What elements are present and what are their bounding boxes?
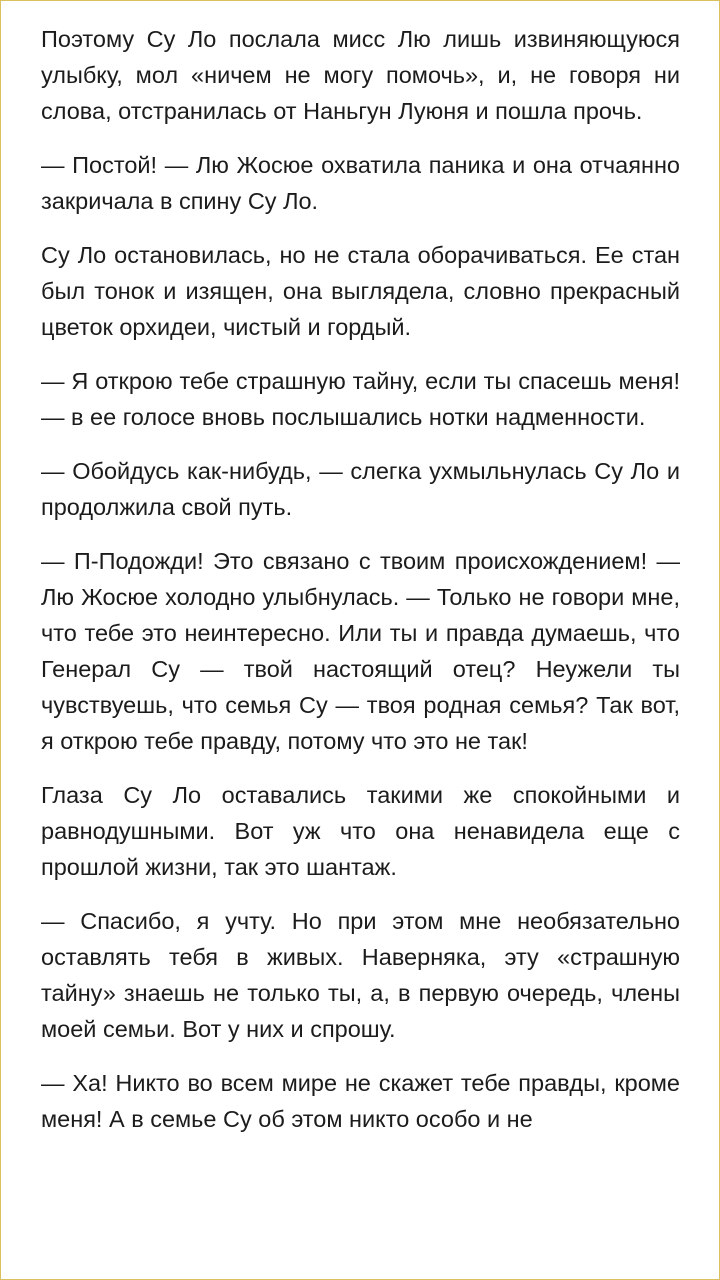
paragraph: — П-Подожди! Это связано с твоим происхождением! — Лю Жосюе холодно улыбнулась. — Только не говори мне, что тебе это неинтересно. Или ты и правда думаешь, что Генерал Су — твой настоящий отец? Неужели ты чувствуешь, что семья Су — твоя родная семья? Так вот, я открою тебе правду, потому что это не так! bbox=[41, 548, 680, 754]
paragraph: — Ха! Никто во всем мире не скажет тебе правды, кроме меня! А в семье Су об этом никто особо и не bbox=[41, 1070, 680, 1132]
paragraph: — Постой! — Лю Жосюе охватила паника и она отчаянно закричала в спину Су Ло. bbox=[41, 152, 680, 214]
paragraph: — Я открою тебе страшную тайну, если ты спасешь меня! — в ее голосе вновь послышались нотки надменности. bbox=[41, 368, 680, 430]
paragraph: Глаза Су Ло оставались такими же спокойными и равнодушными. Вот уж что она ненавидела еще с прошлой жизни, так это шантаж. bbox=[41, 782, 680, 880]
paragraph: Су Ло остановилась, но не стала оборачиваться. Ее стан был тонок и изящен, она выглядела, словно прекрасный цветок орхидеи, чистый и гордый. bbox=[41, 242, 680, 340]
reader-text-area[interactable] bbox=[41, 21, 680, 1155]
paragraph: Поэтому Су Ло послала мисс Лю лишь извиняющуюся улыбку, мол «ничем не могу помочь», и, не говоря ни слова, отстранилась от Наньгун Луюня и пошла прочь. bbox=[41, 26, 680, 124]
paragraph: — Обойдусь как-нибудь, — слегка ухмыльнулась Су Ло и продолжила свой путь. bbox=[41, 458, 680, 520]
paragraph: — Спасибо, я учту. Но при этом мне необязательно оставлять тебя в живых. Наверняка, эту «страшную тайну» знаешь не только ты, а, в первую очередь, члены моей семьи. Вот у них и спрошу. bbox=[41, 908, 680, 1042]
